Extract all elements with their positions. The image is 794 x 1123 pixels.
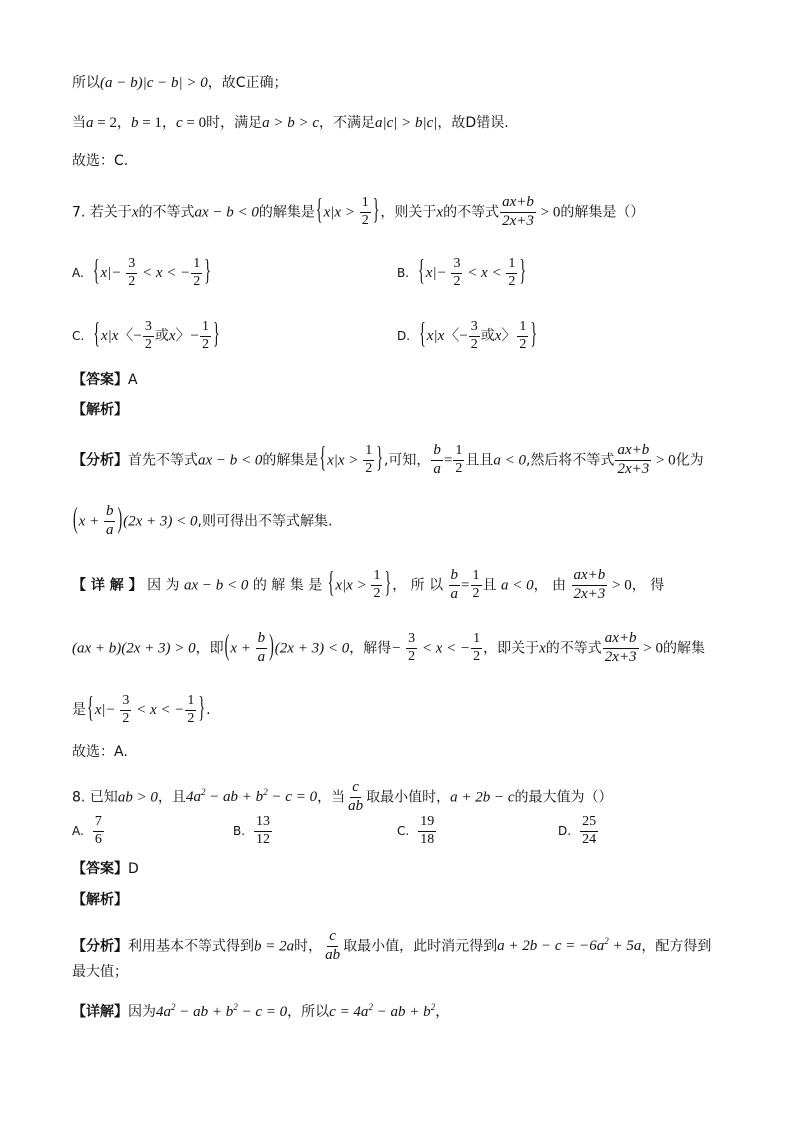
line-choose-c: 故选：C.	[72, 153, 129, 169]
answer-8: 【答案】D	[72, 861, 139, 877]
analysis-label-7: 【解析】	[72, 402, 128, 418]
analysis-8-line2: 最大值；	[72, 964, 128, 980]
option-8a[interactable]: A. $\frac{7}{6}$	[72, 814, 102, 847]
option-7a[interactable]: A. {x|− $\frac{3}{2}$ < x < − $\frac{1}{2}$ }	[72, 256, 211, 289]
question-8: 8. 已知ab > 0，且$4a^2$ − ab + $b^2 - c = 0$，当 $\frac{c}{ab}$ 取最小值时，a + 2b − c的最大值为（）	[72, 779, 613, 814]
detail-7-line3: 是{x|− $\frac{3}{2}$ < x < − $\frac{1}{2}$ }.	[72, 693, 211, 726]
option-8c[interactable]: C. $\frac{19}{18}$	[397, 814, 435, 847]
detail-8-line1: 【详解】因为$4a^2$ − ab + $b^2 - c = 0$，所以$c = 4a^2$ − ab + $b^2$，	[72, 1002, 450, 1020]
line-counterexample-d: 当a = 2，b = 1，c = 0时，满足a > b > c，不满足a|c| > b|c|，故D错误.	[72, 115, 509, 131]
question-7: 7. 若关于x的不等式ax − b < 0的解集是{x|x > $\frac{1}{2}$ }，则关于x的不等式 $\frac{ax+b}{2x+3}$ > 0的解集是（）	[72, 194, 645, 229]
analysis-8-line1: 【分析】利用基本不等式得到b = 2a时， $\frac{c}{ab}$ 取最小值，此时消元得到$a + 2b - c = -6a^2 + 5a$，配方得到	[72, 928, 712, 963]
detail-7-line2: (ax + b)(2x + 3) > 0，即(x + $\frac{b}{a}$ )(2x + 3) < 0，解得− $\frac{3}{2}$ < x < − $\frac{1}{2}$ ，即关于x的不等式 $\frac{ax+b}{2x+3}$ > 0的解集	[72, 630, 706, 665]
line-conclusion-c: 所以(a − b)|c − b| > 0，故C正确；	[72, 75, 288, 91]
option-8b[interactable]: B. $\frac{13}{12}$	[233, 814, 271, 847]
analysis-label-8: 【解析】	[72, 892, 128, 908]
option-8d[interactable]: D. $\frac{25}{24}$	[558, 814, 597, 847]
analysis-7-line2: (x + $\frac{b}{a}$ )(2x + 3) < 0,则可得出不等式解集.	[73, 503, 333, 538]
option-7d[interactable]: D. {x|x〈− $\frac{3}{2}$ 或x〉 $\frac{1}{2}$ }	[397, 319, 538, 352]
detail-7-line1: 【 详 解 】 因 为 ax − b < 0 的 解 集 是 {x|x > $\frac{1}{2}$ }， 所 以 $\frac{b}{a}$ = $\frac{1}{2}$ 且 a < 0， 由 $\frac{ax+b}{2x+3}$ > 0， 得	[72, 567, 665, 602]
analysis-7-line1: 【分析】首先不等式ax − b < 0的解集是{x|x > $\frac{1}{2}$ },可知， $\frac{b}{a}$ = $\frac{1}{2}$ 且且a < 0,然后将不等式 $\frac{ax+b}{2x+3}$ > 0化为	[72, 442, 704, 477]
option-7b[interactable]: B. {x|− $\frac{3}{2}$ < x < $\frac{1}{2}$ }	[397, 256, 527, 289]
choose-7: 故选：A.	[72, 744, 128, 760]
option-7c[interactable]: C. {x|x〈− $\frac{3}{2}$ 或x〉− $\frac{1}{2}$ }	[72, 319, 220, 352]
answer-7: 【答案】A	[72, 372, 138, 388]
